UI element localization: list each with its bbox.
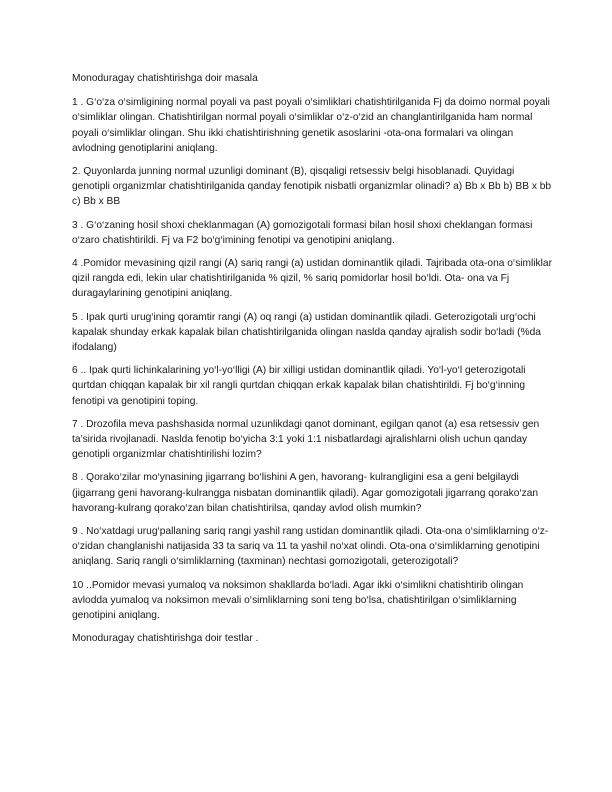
problem-2: 2. Quyonlarda junning normal uzunligi dominant (B), qisqaligi retsessiv belgi hisoblanadi. Quyidagi genotipli organizmlar chatishtirilganida qanday fenotipik nisbatli organizmlar olinadi? a) Bb x Bb b) BB x bb c) Bb x BB xyxy=(72,166,552,208)
problem-1: 1 . G‘o‘za o‘simligining normal poyali va past poyali o‘simliklari chatishtirilganida Fj da doimo normal poyali o‘simliklar olingan. Chatishtirilgan normal poyali o‘simliklar o‘z-o‘zid an changlantirilganida ham normal poyali o‘simliklar olingan. Shu ikki chatishtirishning genetik asoslarini -ota-ona formalari va olingan avlodning genotiplarini aniqlang. xyxy=(72,97,550,154)
problem-10: 10 ..Pomidor mevasi yumaloq va noksimon shakllarda bo‘ladi. Agar ikki o‘simlikni chatishtirib olingan avlodda yumaloq va noksimon mevali o‘simliklarning soni teng bo‘lsa, chatishtirilgan o‘simliklarning genotipini aniqlang. xyxy=(72,579,524,622)
problem-5: 5 . Ipak qurti urug‘ining qoramtir rangi (A) oq rangi (a) ustidan dominantlik qiladi. Geterozigotali urg‘ochi kapalak shunday erkak kapalak bilan chatishtirilganida olingan naslda qanday ajralish sodir bo‘ladi (%da ifodalang) xyxy=(72,311,541,354)
section-heading-tests: Monoduragay chatishtirishga doir testlar . xyxy=(72,633,259,645)
document-title: Monoduragay chatishtirishga doir masala xyxy=(72,73,258,84)
problem-4: 4 .Pomidor mevasining qizil rangi (A) sariq rangi (a) ustidan dominantlik qiladi. Tajribada ota-ona o‘simliklar qizil rangda edi, lekin ular chatishtirilganida % qizil, % sariq pomidorlar hosil bo‘ldi. Ota- ona va Fj duragaylarining genotipini aniqlang. xyxy=(72,258,552,300)
problem-3: 3 . G‘o‘zaning hosil shoxi cheklanmagan (A) gomozigotali formasi bilan hosil shoxi cheklangan formasi o‘zaro chatishtirildi. Fj va F2 bo‘g‘imining fenotipi va genotipini aniqlang. xyxy=(72,219,533,246)
problem-7: 7 . Drozofila meva pashshasida normal uzunlikdagi qanot dominant, egilgan qanot (a) esa retsessiv gen ta’sirida rivojlanadi. Naslda fenotip bo‘yicha 3:1 yoki 1:1 nisbatlardagi ajralishlarni olish uchun qanday genotipli organizmlar chatishtirilishi lozim? xyxy=(72,418,540,461)
problem-9: 9 . No‘xatdagi urug‘pallaning sariq rangi yashil rang ustidan dominantlik qiladi. Ota-ona o‘simliklarning o‘z-o‘zidan changlanishi natijasida 33 ta sariq va 11 ta yashil no‘xat olindi. Ota-ona o‘simliklarning genotipini aniqlang. Sariq rangli o‘simliklarning (taxminan) nechtasi gomozigotali, geterozigotali? xyxy=(72,526,549,568)
problem-8: 8 . Qorako‘zilar mo‘ynasining jigarrang bo‘lishini A gen, havorang- kulrangligini esa a geni belgilaydi (jigarrang geni havorang-kulrangga nisbatan dominantlik qiladi). Agar gomozigotali jigarrang qorako‘zan havorang-kulrang qorako‘zan bilan chatishtirilsa, qanday avlod olish mumkin? xyxy=(72,472,539,514)
problem-6: 6 .. Ipak qurti lichinkalarining yo‘l-yo‘lligi (A) bir xilligi ustidan dominantlik qiladi. Yo‘l-yo‘l geterozigotali qurtdan chiqqan kapalak bir xil rangli qurtdan chiqqan erkak kapalak bilan chatishtirildi. Fj bo‘g‘inning fenotipi va genotipini toping. xyxy=(72,365,526,407)
